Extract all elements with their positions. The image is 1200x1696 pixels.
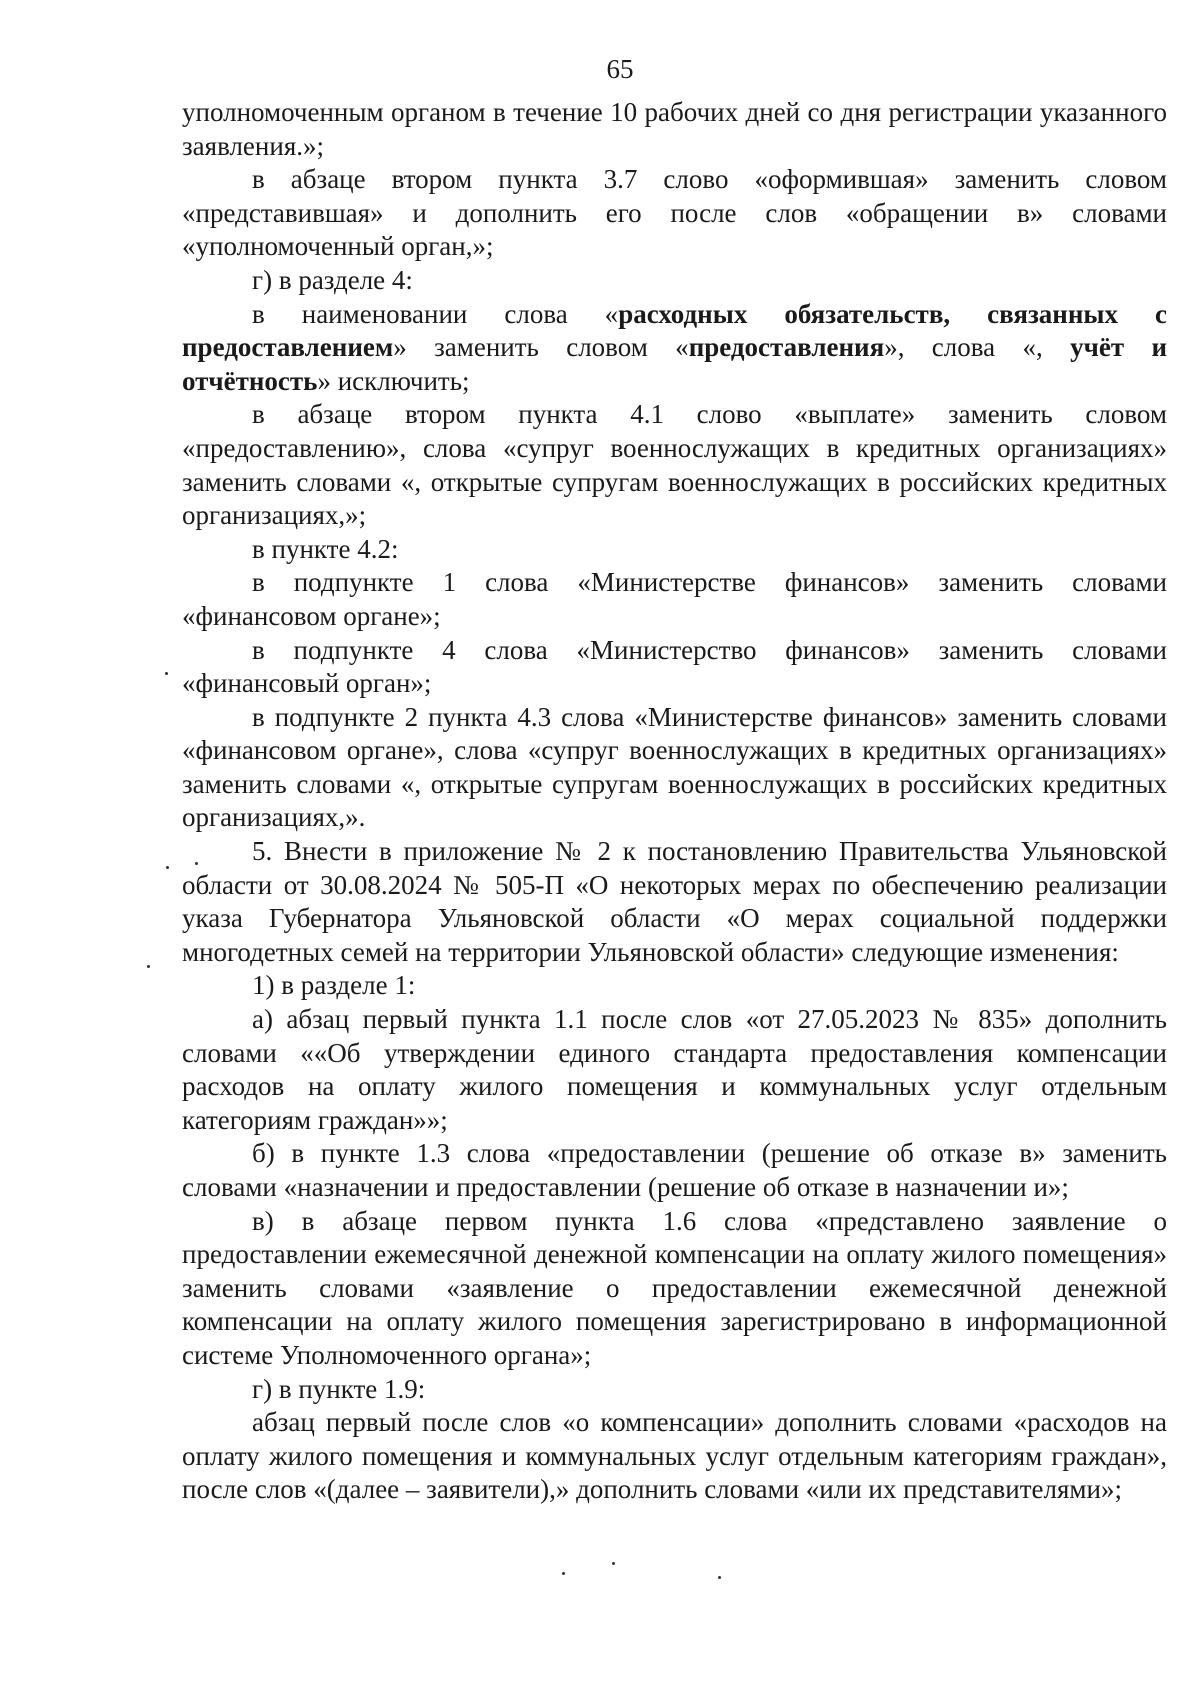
scan-speck <box>165 672 168 675</box>
paragraph: б) в пункте 1.3 слова «предоставлении (решение об отказе в» заменить словами «назначении и предоставлении (решение об отказе в назначении и»; <box>182 1138 1167 1202</box>
text-run: », слова «, <box>884 332 1071 363</box>
text-run: » исключить; <box>317 365 470 396</box>
scan-speck <box>147 965 150 968</box>
scan-speck <box>612 1562 615 1565</box>
paragraph: в подпункте 4 слова «Министерство финансов» заменить словами «финансовый орган»; <box>182 634 1167 699</box>
paragraph: 1) в разделе 1: <box>252 970 416 1001</box>
paragraph: в абзаце втором пункта 3.7 слово «оформившая» заменить словом «представившая» и дополнить его после слов «обращении в» словами «уполномоченный орган,»; <box>182 164 1167 262</box>
bold-text-run: расходных обязательств, связанных с предоставлением <box>182 298 1167 363</box>
paragraph: абзац первый после слов «о компенсации» дополнить словами «расходов на оплату жилого помещения и коммунальных услуг отдельным категориям граждан», после слов «(далее – заявители),» дополнить словами «или их представителями»; <box>182 1407 1167 1505</box>
scan-speck <box>166 866 169 869</box>
paragraph <box>182 298 1167 399</box>
text-run: в наименовании слова « <box>252 298 619 329</box>
paragraph: в подпункте 2 пункта 4.3 слова «Министерстве финансов» заменить словами «финансовом органе», слова «супруг военнослужащих в кредитных организациях» заменить словами «, открытые супругам военнослужащих в российских кредитных организациях,». <box>182 701 1167 833</box>
scan-speck <box>195 862 198 865</box>
bold-text-run: предоставления <box>688 332 885 363</box>
paragraph: г) в разделе 4: <box>252 264 413 295</box>
paragraph: в) в абзаце первом пункта 1.6 слова «представлено заявление о предоставлении ежемесячной денежной компенсации на оплату жилого помещения» заменить словами «заявление о предоставлении ежемесячной денежной компенсации на оплату жилого помещения зарегистрировано в информационной системе Уполномоченного органа»; <box>182 1205 1167 1370</box>
paragraph: в подпункте 1 слова «Министерстве финансов» заменить словами «финансовом органе»; <box>182 567 1167 631</box>
paragraph: 5. Внести в приложение № 2 к постановлению Правительства Ульяновской области от 30.08.2024 № 505-П «О некоторых мерах по обеспечению реализации указа Губернатора Ульяновской области «О мерах социальной поддержки многодетных семей на территории Ульяновской области» следующие изменения: <box>182 836 1167 967</box>
text-run: » заменить словом « <box>393 332 689 363</box>
scan-speck <box>562 1572 565 1575</box>
paragraph: в пункте 4.2: <box>252 533 399 564</box>
paragraph: а) абзац первый пункта 1.1 после слов «от 27.05.2023 № 835» дополнить словами ««Об утверждении единого стандарта предоставления компенсации расходов на оплату жилого помещения и коммунальных услуг отдельным категориям граждан»»; <box>182 1004 1167 1135</box>
paragraph: в абзаце втором пункта 4.1 слово «выплате» заменить словом «предоставлению», слова «супруг военнослужащих в кредитных организациях» заменить словами «, открытые супругам военнослужащих в российских кредитных организациях,»; <box>182 399 1167 531</box>
bold-text-run: учёт и отчётность <box>182 332 1167 396</box>
page-number: 65 <box>606 54 634 84</box>
paragraph: уполномоченным органом в течение 10 рабочих дней со дня регистрации указанного заявления.»; <box>182 97 1167 161</box>
paragraph: г) в пункте 1.9: <box>252 1373 426 1404</box>
document-body <box>182 96 1167 1507</box>
scan-speck <box>718 1576 721 1579</box>
